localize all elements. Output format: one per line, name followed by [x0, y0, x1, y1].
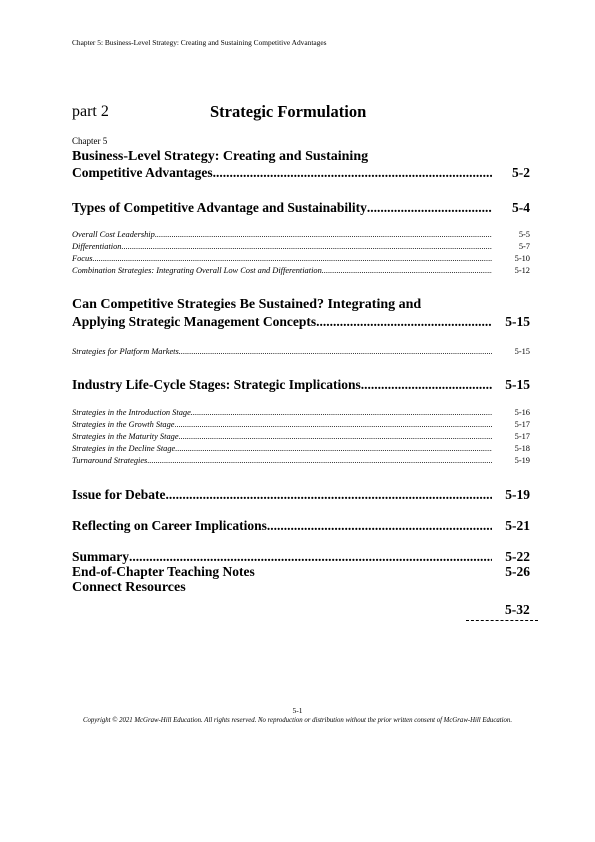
- subentry-page: 5-17: [514, 420, 530, 429]
- section-page: 5-15: [505, 377, 530, 392]
- toc-subentry: [72, 444, 530, 455]
- subentry-title: Strategies in the Decline Stage: [72, 444, 176, 453]
- subentry-title: Strategies in the Maturity Stage: [72, 432, 179, 441]
- subentry-title: Differentiation: [72, 242, 122, 251]
- chapter-title-line1: Business-Level Strategy: Creating and Sustaining: [72, 149, 369, 164]
- section-page: 5-19: [505, 487, 530, 502]
- subentry-title: Turnaround Strategies: [72, 456, 148, 465]
- dot-leader: [213, 165, 492, 181]
- section-title: Industry Life-Cycle Stages: Strategic Implications: [72, 377, 361, 392]
- subentry-page: 5-16: [514, 408, 530, 417]
- toc-subentry: [72, 230, 530, 241]
- section-title-line2: Applying Strategic Management Concepts: [72, 314, 317, 329]
- toc-entry-types: [72, 200, 530, 217]
- subentry-title: Combination Strategies: Integrating Overall Low Cost and Differentiation: [72, 266, 322, 275]
- section-title: Types of Competitive Advantage and Sustainability: [72, 200, 367, 215]
- dot-leader: [166, 487, 493, 503]
- dot-leader: [92, 254, 492, 263]
- dashed-rule: [466, 620, 538, 621]
- subentry-title: Focus: [72, 254, 93, 263]
- subentry-page: 5-7: [518, 242, 530, 251]
- connect-resources-title: Connect Resources: [72, 580, 186, 595]
- part-label: part 2: [72, 103, 109, 120]
- dot-leader: [147, 456, 492, 465]
- dot-leader: [361, 377, 492, 393]
- toc-subentry: [72, 432, 530, 443]
- subentry-page: 5-10: [514, 254, 530, 263]
- chapter-title-line2: Competitive Advantages: [72, 165, 213, 180]
- dot-leader: [316, 314, 492, 330]
- chapter-label: Chapter 5: [72, 136, 108, 146]
- section-page: 5-22: [505, 549, 530, 564]
- section-page: 5-15: [505, 314, 530, 329]
- connect-resources-page: 5-32: [505, 602, 530, 617]
- subentry-page: 5-12: [514, 266, 530, 275]
- subentry-title: Strategies for Platform Markets: [72, 347, 179, 356]
- subentry-page: 5-19: [514, 456, 530, 465]
- dot-leader: [121, 242, 492, 251]
- dot-leader: [179, 347, 492, 356]
- dot-leader: [322, 266, 492, 275]
- dot-leader: [175, 444, 492, 453]
- toc-entry-sustained: [72, 314, 530, 331]
- section-page: 5-26: [505, 564, 530, 579]
- toc-entry-teaching-notes: [72, 564, 530, 580]
- dot-leader: [175, 420, 492, 429]
- dot-leader: [179, 432, 492, 441]
- toc-subentry: [72, 347, 530, 358]
- section-title: Issue for Debate: [72, 487, 166, 502]
- subentry-page: 5-5: [518, 230, 530, 239]
- section-page: 5-21: [505, 518, 530, 533]
- running-head: Chapter 5: Business-Level Strategy: Creating and Sustaining Competitive Advantages: [72, 38, 327, 47]
- subentry-page: 5-18: [514, 444, 530, 453]
- dot-leader: [129, 549, 492, 565]
- toc-entry-career: [72, 518, 530, 535]
- subentry-page: 5-15: [514, 347, 530, 356]
- dot-leader: [267, 518, 492, 534]
- part-title: Strategic Formulation: [210, 102, 367, 121]
- section-title: End-of-Chapter Teaching Notes: [72, 564, 255, 579]
- chapter-page: 5-2: [512, 165, 530, 180]
- dot-leader: [155, 230, 492, 239]
- toc-entry-chapter: [72, 165, 530, 182]
- section-title: Reflecting on Career Implications: [72, 518, 267, 533]
- page-number: 5-1: [292, 706, 303, 715]
- toc-subentry: [72, 266, 530, 277]
- section-title: Summary: [72, 549, 129, 564]
- dot-leader: [191, 408, 492, 417]
- toc-entry-debate: [72, 487, 530, 504]
- toc-subentry: [72, 254, 530, 265]
- dot-leader: [367, 200, 492, 216]
- toc-subentry: [72, 242, 530, 253]
- section-title-line1: Can Competitive Strategies Be Sustained? Integrating and: [72, 297, 422, 312]
- subentry-page: 5-17: [514, 432, 530, 441]
- copyright-notice: Copyright © 2021 McGraw-Hill Education. All rights reserved. No reproduction or distribution without the prior written consent of McGraw-Hill Education.: [82, 717, 513, 724]
- subentry-title: Strategies in the Introduction Stage: [72, 408, 191, 417]
- toc-subentry: [72, 408, 530, 419]
- section-page: 5-4: [512, 200, 530, 215]
- toc-subentry: [72, 456, 530, 467]
- toc-subentry: [72, 420, 530, 431]
- toc-entry-lifecycle: [72, 377, 530, 394]
- subentry-title: Strategies in the Growth Stage: [72, 420, 175, 429]
- subentry-title: Overall Cost Leadership: [72, 230, 155, 239]
